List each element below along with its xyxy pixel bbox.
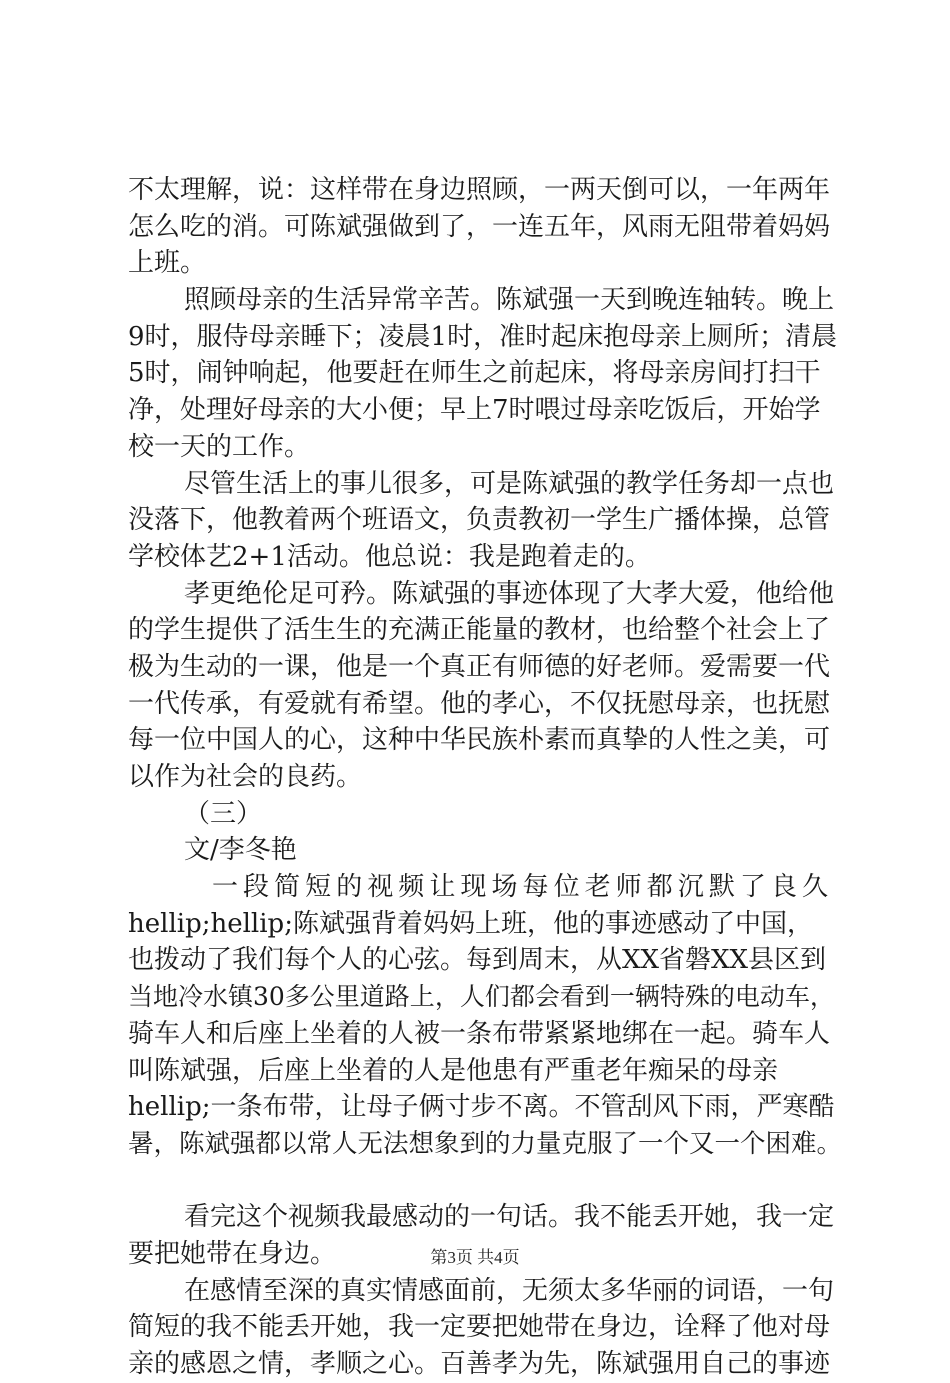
text-line: 亲的感恩之情，孝顺之心。百善孝为先，陈斌强用自己的事迹 (128, 1349, 831, 1379)
text-line: 不太理解，说：这样带在身边照顾，一两天倒可以，一年两年 (128, 175, 831, 205)
author-byline: 文/李冬艳 (184, 835, 297, 866)
text-line: 叫陈斌强，后座上坐着的人是他患有严重老年痴呆的母亲 (128, 1055, 779, 1086)
text-line: 的学生提供了活生生的充满正能量的教材，也给整个社会上了 (128, 615, 831, 646)
text-line: 上班。 (128, 248, 207, 279)
paragraph-start-line: 尽管生活上的事儿很多，可是陈斌强的教学任务却一点也 (184, 468, 835, 499)
text-line: hellip;hellip;陈斌强背着妈妈上班，他的事迹感动了中国， (128, 908, 813, 939)
text-line: 也拨动了我们每个人的心弦。每到周末，从XX省磐XX县区到 (128, 945, 827, 976)
paragraph-start-line: 孝更绝伦足可矜。陈斌强的事迹体现了大孝大爱，他给他 (184, 578, 835, 609)
text-line: 简短的我不能丢开她，我一定要把她带在身边，诠释了他对母 (128, 1312, 831, 1343)
paragraph-start-line: 一段简短的视频让现场每位老师都沉默了良久 (212, 872, 828, 903)
paragraph-start-line: 照顾母亲的生活异常辛苦。陈斌强一天到晚连轴转。晚上 (184, 285, 835, 316)
text-line: 暑，陈斌强都以常人无法想象到的力量克服了一个又一个困难。 (128, 1128, 843, 1159)
text-line: 5时，闹钟响起，他要赶在师生之前起床，将母亲房间打扫干 (128, 358, 821, 389)
text-line: 要把她带在身边。 (128, 1238, 337, 1269)
text-line: 校一天的工作。 (128, 431, 311, 462)
text-line: 以作为社会的良药。 (128, 762, 363, 792)
text-line: 骑车人和后座上坐着的人被一条布带紧紧地绑在一起。骑车人 (128, 1018, 831, 1049)
text-line: 一代传承，有爱就有希望。他的孝心，不仅抚慰母亲，也抚慰 (128, 688, 831, 719)
text-line: 当地冷水镇30多公里道路上，人们都会看到一辆特殊的电动车， (128, 982, 835, 1012)
text-line: 净，处理好母亲的大小便；早上7时喂过母亲吃饭后，开始学 (128, 395, 821, 426)
text-line: 没落下，他教着两个班语文，负责教初一学生广播体操，总管 (128, 505, 831, 536)
text-line: hellip;一条布带，让母子俩寸步不离。不管刮风下雨，严寒酷 (128, 1092, 835, 1123)
blank-line (128, 1163, 828, 1200)
text-line: 怎么吃的消。可陈斌强做到了，一连五年，风雨无阻带着妈妈 (128, 211, 831, 242)
page-number: 第3页 共4页 (430, 1248, 520, 1267)
document-body (128, 172, 843, 1383)
text-line: 学校体艺2+1活动。他总说：我是跑着走的。 (128, 541, 651, 572)
text-line: 每一位中国人的心，这种中华民族朴素而真挚的人性之美，可 (128, 725, 831, 756)
text-line: 极为生动的一课，他是一个真正有师德的好老师。爱需要一代 (128, 651, 831, 682)
paragraph-start-line: 在感情至深的真实情感面前，无须太多华丽的词语，一句 (184, 1275, 835, 1306)
section-heading: （三） (184, 798, 263, 829)
text-line: 9时，服侍母亲睡下；凌晨1时，准时起床抱母亲上厕所；清晨 (128, 321, 838, 352)
paragraph-start-line: 看完这个视频我最感动的一句话。我不能丢开她，我一定 (184, 1202, 835, 1233)
